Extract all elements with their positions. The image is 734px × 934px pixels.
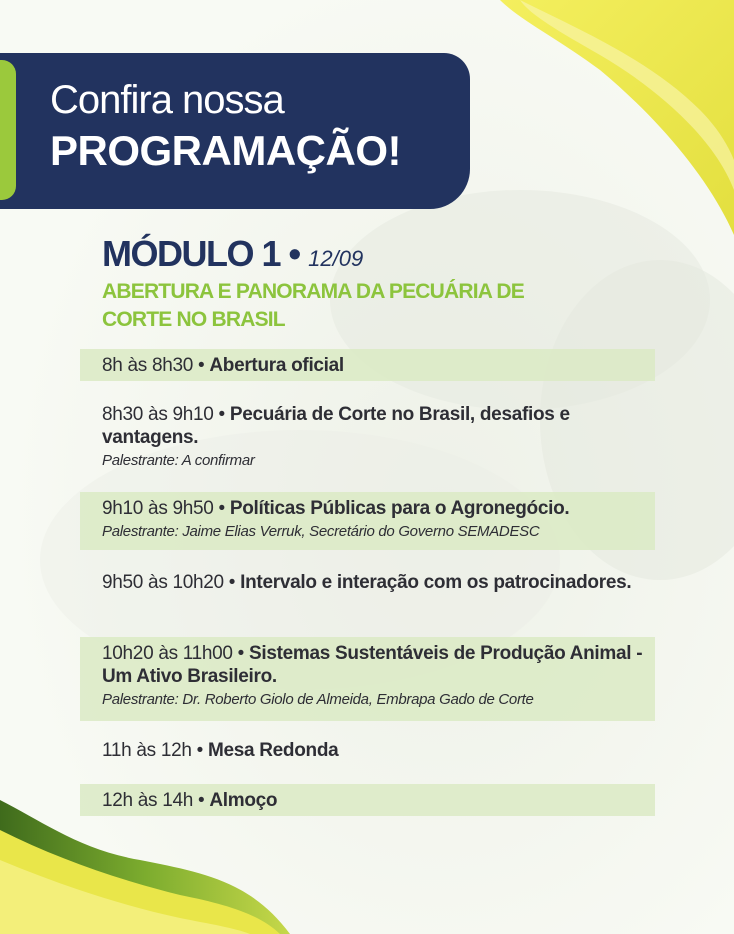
schedule-time: 8h às 8h30 bbox=[102, 355, 194, 376]
schedule-item bbox=[102, 403, 647, 470]
schedule-separator: • bbox=[191, 740, 208, 761]
schedule-item bbox=[102, 642, 647, 709]
module-title: MÓDULO 1 bbox=[102, 233, 281, 274]
schedule-item bbox=[102, 497, 647, 541]
schedule-title: Abertura oficial bbox=[209, 355, 344, 376]
schedule-time: 8h30 às 9h10 bbox=[102, 404, 214, 425]
schedule-title: Sistemas Sustentáveis de Produção Animal - Um Ativo Brasileiro. bbox=[102, 643, 643, 687]
schedule-separator: • bbox=[213, 498, 230, 519]
schedule-speaker: Palestrante: A confirmar bbox=[102, 452, 255, 469]
schedule-title: Pecuária de Corte no Brasil, desafios e vantagens. bbox=[102, 404, 570, 448]
module-separator: • bbox=[288, 233, 300, 274]
schedule-item bbox=[102, 571, 647, 594]
schedule-title: Intervalo e interação com os patrocinadores. bbox=[240, 572, 632, 593]
schedule-item bbox=[102, 739, 647, 762]
schedule-title: Almoço bbox=[209, 790, 278, 811]
schedule-title: Mesa Redonda bbox=[207, 740, 339, 761]
schedule-separator: • bbox=[193, 355, 210, 376]
module-heading bbox=[102, 233, 364, 274]
schedule-item bbox=[102, 354, 647, 377]
schedule-time: 10h20 às 11h00 bbox=[102, 643, 233, 664]
schedule-separator: • bbox=[213, 404, 230, 425]
schedule-time: 11h às 12h bbox=[102, 740, 192, 761]
header-accent-bar bbox=[0, 60, 16, 200]
schedule-time: 9h50 às 10h20 bbox=[102, 572, 224, 593]
schedule-title: Políticas Públicas para o Agronegócio. bbox=[229, 498, 570, 519]
module-subtitle: ABERTURA E PANORAMA DA PECUÁRIA DE CORTE NO BRASIL bbox=[102, 280, 524, 331]
header-line1: Confira nossa bbox=[50, 78, 284, 122]
schedule-separator: • bbox=[193, 790, 210, 811]
schedule-separator: • bbox=[223, 572, 241, 593]
schedule-speaker: Palestrante: Dr. Roberto Giolo de Almeida, Embrapa Gado de Corte bbox=[102, 691, 534, 708]
module-date: 12/09 bbox=[308, 246, 364, 271]
schedule-separator: • bbox=[232, 643, 249, 664]
schedule-item bbox=[102, 789, 647, 812]
schedule-time: 9h10 às 9h50 bbox=[102, 498, 214, 519]
schedule-speaker: Palestrante: Jaime Elias Verruk, Secretário do Governo SEMADESC bbox=[102, 523, 540, 540]
schedule-time: 12h às 14h bbox=[102, 790, 194, 811]
header-line2: PROGRAMAÇÃO! bbox=[50, 127, 401, 174]
